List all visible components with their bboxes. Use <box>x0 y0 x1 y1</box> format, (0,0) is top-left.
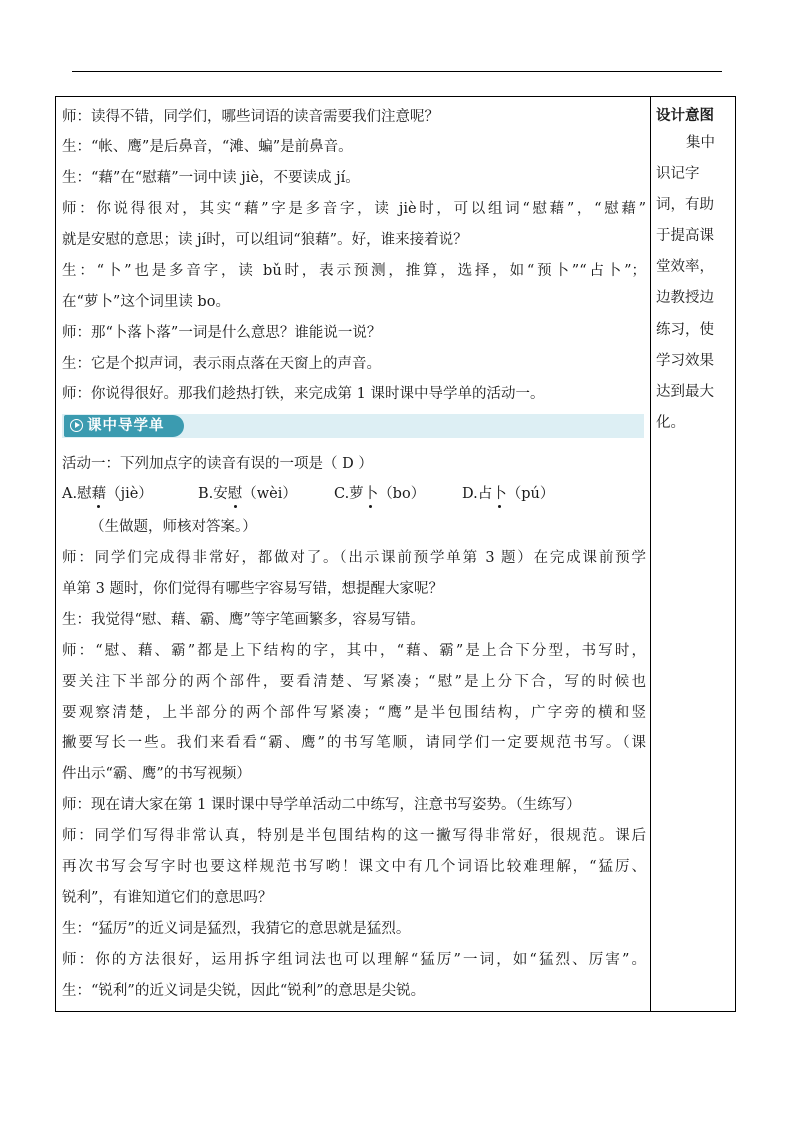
dialogue-line: 单第 3 题时，你们觉得有哪些字容易写错，想提醒大家呢？ <box>62 581 443 597</box>
design-intent-line: 集中 <box>686 135 715 151</box>
dialogue-line: 师：“慰、藉、霸”都是上下结构的字，其中，“藉、霸”是上合下分型，书写时， <box>62 643 646 659</box>
dialogue-line: 师：读得不错，同学们，哪些词语的读音需要我们注意呢？ <box>62 109 439 125</box>
dialogue-line: 生：我觉得“慰、藉、霸、鹰”等字笔画繁多，容易写错。 <box>62 612 425 628</box>
play-circle-icon <box>70 419 83 432</box>
dialogue-line: 生：“猛厉”的近义词是猛烈，我猜它的意思就是猛烈。 <box>62 921 411 937</box>
section-banner <box>62 414 644 438</box>
dialogue-line: 要关注下半部分的两个部件，要看清楚、写紧凑；“慰”是上分下合，写的时候也 <box>62 674 646 690</box>
dialogue-line: 生：它是个拟声词，表示雨点落在天窗上的声音。 <box>62 356 381 372</box>
design-intent-line: 练习，使 <box>656 322 714 338</box>
dialogue-line: 锐利”，有谁知道它们的意思吗？ <box>62 890 273 906</box>
column-divider <box>650 96 651 1012</box>
dialogue-line: 就是安慰的意思；读 jí时，可以组词“狼藉”。好，谁来接着说？ <box>62 232 468 248</box>
dialogue-line: 生：“帐、鹰”是后鼻音，“滩、蝙”是前鼻音。 <box>62 139 353 155</box>
dialogue-line: 师：你说得很对，其实“藉”字是多音字，读 jiè时，可以组词“慰藉”，“慰藉” <box>62 201 646 217</box>
dialogue-line: 师：现在请大家在第 1 课时课中导学单活动二中练写，注意书写姿势。（生练写） <box>62 797 581 813</box>
dialogue-line: 在“萝卜”这个词里读 bo。 <box>62 294 230 310</box>
design-intent-line: 堂效率， <box>656 259 714 275</box>
design-intent-line: 词，有助 <box>656 197 714 213</box>
dialogue-line: 生：“锐利”的近义词是尖锐，因此“锐利”的意思是尖锐。 <box>62 983 426 999</box>
dialogue-line: 件出示“霸、鹰”的书写视频） <box>62 766 251 782</box>
dialogue-line: 撇要写长一些。我们来看看“霸、鹰”的书写笔顺，请同学们一定要规范书写。（课 <box>62 735 646 751</box>
option-a: A.慰藉（jiè） <box>62 486 153 502</box>
dialogue-line: 生：“藉”在“慰藉”一词中读 jiè，不要读成 jí。 <box>62 170 360 186</box>
design-intent-line: 于提高课 <box>656 228 714 244</box>
banner-tab <box>64 415 184 437</box>
design-intent-line: 学习效果 <box>656 353 714 369</box>
dialogue-line: 生：“卜”也是多音字，读 bǔ时，表示预测，推算，选择，如“预卜”“占卜”； <box>62 263 646 279</box>
dialogue-line: 要观察清楚，上半部分的两个部件写紧凑；“鹰”是半包围结构，广字旁的横和竖 <box>62 705 646 721</box>
option-c: C.萝卜（bo） <box>334 486 426 502</box>
dialogue-line: 师：同学们写得非常认真，特别是半包围结构的这一撇写得非常好，很规范。课后 <box>62 828 646 844</box>
option-d: D.占卜（pú） <box>462 486 555 502</box>
design-intent-line: 化。 <box>656 415 685 431</box>
design-intent-title: 设计意图 <box>656 108 714 124</box>
dialogue-line: 再次书写会写字时也要这样规范书写哟！课文中有几个词语比较难理解，“猛厉、 <box>62 859 646 875</box>
dialogue-line: 师：你的方法很好，运用拆字组词法也可以理解“猛厉”一词，如“猛烈、厉害”。 <box>62 952 646 968</box>
dialogue-line: 师：同学们完成得非常好，都做对了。（出示课前预学单第 3 题）在完成课前预学 <box>62 550 646 566</box>
option-b: B.安慰（wèi） <box>198 486 297 502</box>
activity-question: 活动一：下列加点字的读音有误的一项是（ D ） <box>62 456 373 472</box>
dialogue-line: 师：那“卜落卜落”一词是什么意思？谁能说一说？ <box>62 325 382 341</box>
dialogue-line: 师：你说得很好。那我们趁热打铁，来完成第 1 课时课中导学单的活动一。 <box>62 386 545 402</box>
banner-label: 课中导学单 <box>87 418 165 434</box>
design-intent-line: 边教授边 <box>656 290 714 306</box>
design-intent-line: 达到最大 <box>656 384 714 400</box>
header-rule <box>72 71 722 72</box>
stage-note: （生做题，师核对答案。） <box>90 519 257 535</box>
design-intent-line: 识记字 <box>656 166 700 182</box>
